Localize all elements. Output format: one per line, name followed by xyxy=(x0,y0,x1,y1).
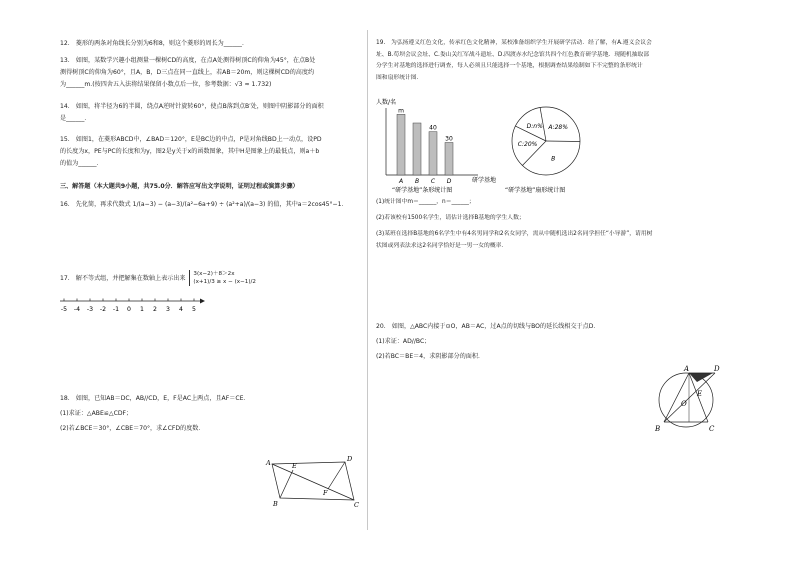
label-a: A xyxy=(266,459,271,467)
label-c: C xyxy=(354,501,359,509)
bar-chart-title: “研学基地”条形统计图 xyxy=(392,187,453,194)
bar-value-label: 30 xyxy=(445,135,453,143)
inequality-1: 3(x−2)＋8＞2x xyxy=(193,271,235,277)
question-20 xyxy=(376,321,716,363)
question-15 xyxy=(60,134,360,170)
pie-group xyxy=(515,108,580,166)
label-o: O xyxy=(681,400,687,408)
pie-chart-title: “研学基地”扇形统计图 xyxy=(505,187,566,194)
bar-value-label: 40 xyxy=(429,124,437,132)
bar-chart-xlabel: 研学基地 xyxy=(472,177,497,184)
question-19-part3-line2: 状图或列表法求这2名同学恰好是一男一女的概率． xyxy=(376,243,508,249)
segment-df xyxy=(328,462,345,489)
bar-d xyxy=(445,143,453,176)
pie-label-d: D:n% xyxy=(526,123,543,131)
column-divider xyxy=(367,30,368,530)
question-19 xyxy=(376,38,716,84)
number-line-label: 4 xyxy=(179,306,183,313)
inequality-system xyxy=(189,270,256,286)
question-14 xyxy=(60,101,360,125)
number-line xyxy=(60,295,210,317)
bar-category-label: A xyxy=(398,178,404,185)
section-3-heading: 三、解答题（本大题共9小题，共75.0分．解答应写出文字说明，证明过程或演算步骤） xyxy=(60,183,299,190)
question-19-line2: 址、B.苟坝会议会址、C.娄山关红军战斗遗址、D.四渡赤水纪念馆共四个红色教育研学基地．现随机抽取部 xyxy=(376,51,650,58)
question-19-part3-line1: (3)某班在选择B基地的6名学生中有4名男同学和2名女同学，需从中随机选出2名同学担任“小导游”，请用树 xyxy=(376,231,653,237)
question-15-line1: 15. 如图1，在菱形ABCD中，∠BAD＝120°，E是BC边的中点，P是对角线BD上一动点，设PD xyxy=(60,136,322,143)
diagonal-ac xyxy=(272,464,354,500)
label-c: C xyxy=(709,425,715,433)
figure-18-parallelogram xyxy=(260,450,360,510)
number-line-arrow xyxy=(200,299,205,304)
number-line-label: 2 xyxy=(153,306,157,313)
question-14-line1: 14. 如图，将半径为6的半圆，绕点A逆时针旋转60°，使点B落到点B′处，则图中阴影部分的面积 xyxy=(60,103,324,110)
bar-c xyxy=(429,132,437,175)
question-18 xyxy=(60,393,360,435)
bar-b xyxy=(413,123,421,175)
question-17-text: 17. 解不等式组，并把解集在数轴上表示出来 xyxy=(60,275,186,282)
bar-category-label: B xyxy=(414,178,420,185)
bar-a xyxy=(397,114,405,175)
question-18-line2: (1)求证：△ABE≌△CDF； xyxy=(60,410,133,417)
label-d: D xyxy=(347,455,353,463)
bar-category-label: C xyxy=(430,178,436,185)
question-20-line1: 20. 如图，△ABC内接于⊙O，AB＝AC，过A点的切线与BO的延长线相交于点D． xyxy=(376,323,600,330)
label-b: B xyxy=(273,500,278,508)
number-line-label: -4 xyxy=(73,306,81,313)
question-19-part2: (2)若该校有1500名学生，请估计选择B基地的学生人数； xyxy=(376,215,525,221)
figure-20-circle xyxy=(651,362,721,437)
question-13-line2: 测得树顶C的仰角为60°，且A，B，D三点在同一直线上，若AB＝20m，则这棵树CD的高度约 xyxy=(60,69,315,76)
question-13-line3: 为______m.(按四舍五入法将结果保留小数点后一位，参考数据：√3 ≈ 1.732) xyxy=(60,81,272,88)
bar-value-label: m xyxy=(398,107,404,115)
question-20-line3: (2)若BC＝BE＝4，求阴影部分的面积． xyxy=(376,353,485,360)
number-line-label: -5 xyxy=(60,306,68,313)
question-15-line3: 的值为______． xyxy=(60,160,103,167)
bar-category-label: D xyxy=(446,178,452,185)
question-17 xyxy=(60,270,360,286)
number-line-label: -2 xyxy=(99,306,107,313)
label-e: E xyxy=(697,390,703,398)
number-line-label: -3 xyxy=(86,306,94,313)
question-20-line2: (1)求证：AD//BC； xyxy=(376,338,431,345)
question-16 xyxy=(60,199,360,211)
segment-be xyxy=(280,470,293,498)
question-15-line2: 的长度为x，PE与PC的长度和为y，图2是y关于x的函数图象，其中H是图象上的最低点，则a＋b xyxy=(60,148,320,155)
pie-label-a: A:28% xyxy=(548,123,568,131)
pie-label-c: C:20% xyxy=(517,141,538,149)
question-13-line1: 13. 如图，某数学兴趣小组测量一棵树CD的高度，在点A处测得树顶C的仰角为45°，在点B处 xyxy=(60,57,316,64)
label-f: F xyxy=(323,489,328,497)
number-line-label: 3 xyxy=(166,306,170,313)
question-14-line2: 是______． xyxy=(60,115,91,122)
pie-chart xyxy=(501,96,591,196)
question-19-parts xyxy=(376,196,716,252)
question-19-part1: (1)统计图中m＝______，n＝______； xyxy=(376,199,475,205)
label-e: E xyxy=(292,462,297,470)
question-12-text: 12. 菱形的两条对角线长分别为6和8，则这个菱形的周长为______． xyxy=(60,40,249,47)
shaded-region xyxy=(689,373,713,382)
question-18-line1: 18. 如图，已知AB＝DC，AB//CD，E，F是AC上两点，且AF＝CE． xyxy=(60,395,250,402)
bar-chart-ylabel: 人数/名 xyxy=(376,99,397,106)
question-16-text: 16. 先化简，再求代数式 1/(a−3) − (a−3)/(a²−6a+9) ÷ (a²+a)/(a−3) 的值，其中a＝2cos45°−1． xyxy=(60,201,348,208)
question-18-line3: (2)若∠BCE＝30°，∠CBE＝70°，求∠CFD的度数． xyxy=(60,425,205,432)
pie-label-b: B xyxy=(551,155,556,163)
question-12 xyxy=(60,38,248,50)
label-a: A xyxy=(684,365,690,373)
label-d: D xyxy=(714,365,720,373)
number-line-label: 1 xyxy=(140,306,144,313)
question-19-line1: 19. 为弘扬遵义红色文化，传承红色文化精神，某校准备组织学生开展研学活动．经了解，有A.遵义会议会 xyxy=(376,40,652,46)
bar-group xyxy=(397,107,453,185)
question-19-line3: 分学生对基地的选择进行调查，每人必须且只能选择一个基地，根据调查结果绘制如下不完整的条形统计 xyxy=(376,63,643,69)
bar-chart xyxy=(376,96,501,196)
line-bd xyxy=(664,373,715,422)
question-13 xyxy=(60,55,360,91)
question-19-line4: 图和扇形统计图． xyxy=(376,74,423,81)
inequality-2: (x+1)/3 ≥ x − (x−1)/2 xyxy=(193,279,256,285)
number-line-label: 5 xyxy=(192,306,196,313)
number-line-label: -1 xyxy=(112,306,120,313)
label-b: B xyxy=(655,425,661,433)
number-line-label: 0 xyxy=(127,306,131,313)
